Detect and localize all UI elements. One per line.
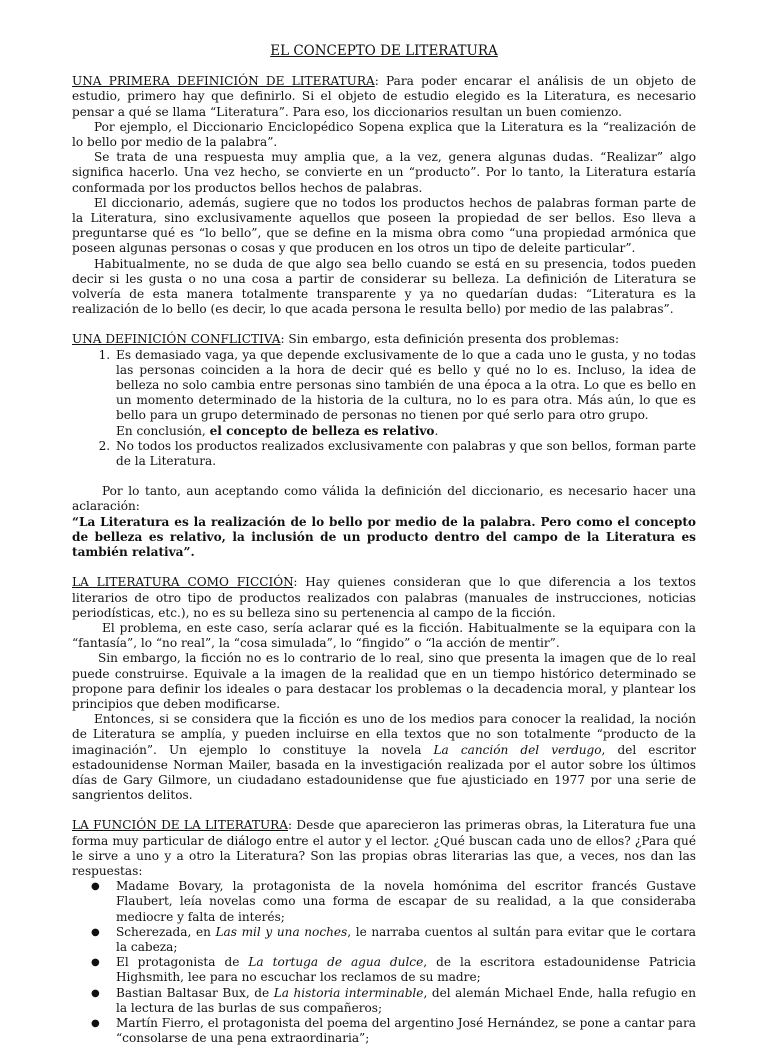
conclusion-text: En conclusión, [116, 423, 210, 438]
paragraph-text: : Sin embargo, esta definición presenta dos problemas: [280, 332, 620, 347]
paragraph: Por ejemplo, el Diccionario Enciclopédico Sopena explica que la Literatura es la “realización de lo bello por medio de la palabra”. [72, 119, 696, 150]
paragraph-text: Entonces, si se considera que la ficción es uno de los medios para conocer la realidad, la noción de Literatura se amplía, y pueden incluirse en ella textos que no son totalmente “producto de la imaginación”. Un ejemplo lo constituye la novela [72, 712, 696, 757]
list-item-text: Scherezada, en [116, 924, 216, 939]
paragraph [72, 332, 696, 347]
paragraph: Se trata de una respuesta muy amplia que, a la vez, genera algunas dudas. “Realizar” algo significa hacerlo. Una vez hecho, se convierte en un “producto”. Por lo tanto, la Literatura estaría conformada por los productos bellos hechos de palabras. [72, 150, 696, 195]
bullet-icon: ● [91, 881, 100, 893]
conclusion-suffix: . [434, 423, 439, 438]
section-heading: UNA PRIMERA DEFINICIÓN DE LITERATURA [72, 74, 375, 89]
bullet-icon: ● [91, 926, 100, 938]
list-item-text: Madame Bovary, la protagonista de la novela homónima del escritor francés Gustave Flaubert, leía novelas como una forma de escapar de su realidad, a la que consideraba mediocre y falta de interés; [116, 879, 696, 924]
section-heading: UNA DEFINICIÓN CONFLICTIVA [72, 332, 281, 347]
paragraph: Habitualmente, no se duda de que algo sea bello cuando se está en su presencia, todos pueden decir si les gusta o no una cosa a partir de considerar su belleza. La definición de Literatura se volvería de esta manera totalmente transparente y ya no quedarían dudas: “Literatura es la realización de lo bello (es decir, lo que acada persona le resulta bello) por medio de las palabras”. [72, 256, 696, 317]
paragraph-text: , del escritor estadounidense Norman Mailer, basada en la investigación realizada por el autor sobre los últimos días de Gary Gilmore, un ciudadano estadounidense que fue ajusticiado en 1977 por una serie de sangrientos delitos. [72, 742, 696, 803]
book-title: Las mil y una noches [215, 924, 348, 939]
list-item-text: Es demasiado vaga, ya que depende exclusivamente de lo que a cada uno le gusta, y no todas las personas coinciden a la hora de decir qué es bello y qué no lo es. Incluso, la idea de belleza no solo cambia entre personas sino también de una época a la otra. Lo que es bello en un momento determinado de la historia de la cultura, no lo es para otra. Más aún, lo que es bello para un grupo determinado de personas no tienen por qué serlo para otro grupo. [116, 347, 696, 423]
section-heading: LA LITERATURA COMO FICCIÓN [72, 575, 294, 590]
conclusion-bold: el concepto de belleza es relativo [209, 423, 435, 438]
list-item-text: , le narraba cuentos al sultán para evitar que le cortara la cabeza; [116, 924, 696, 954]
paragraph-text: : Desde que aparecieron las primeras obras, la Literatura fue una forma muy particular de diálogo entre el autor y el lector. ¿Qué buscan cada uno de ellos? ¿Para qué le sirve a uno y a otro la Literatura? Son las propias obras literarias las que, a veces, nos dan las respuestas: [72, 818, 696, 878]
paragraph: Por lo tanto, aun aceptando como válida la definición del diccionario, es necesario hacer una aclaración: [72, 484, 696, 514]
paragraph [72, 74, 696, 120]
bullet-icon: ● [91, 987, 100, 999]
list-item [91, 879, 696, 925]
book-title: La tortuga de agua dulce [248, 955, 424, 970]
list-item [91, 924, 696, 955]
paragraph-text: : Hay quienes consideran que lo que diferencia a los textos literarios de otro tipo de productos realizados con palabras (manuales de instrucciones, noticias periodísticas, etc.), no es su belleza sino su pertenencia al campo de la ficción. [72, 575, 696, 620]
bullet-icon: ● [91, 957, 100, 969]
list-item [91, 1015, 696, 1046]
list-item-text: , de la escritora estadounidense Patricia Highsmith, lee para no escuchar los reclamos de su madre; [116, 955, 697, 985]
list-item [91, 955, 697, 985]
list-item [114, 348, 696, 439]
paragraph: El diccionario, además, sugiere que no todos los productos hechos de palabras forman parte de la Literatura, sino exclusivamente aquellos que poseen la propiedad de ser bellos. Eso lleva a preguntarse qué es “lo bello”, que se define en la misma obra como “una propiedad armónica que poseen algunas personas o cosas y que producen en los otros un tipo de deleite particular”. [72, 195, 696, 256]
bold-quote: “La Literatura es la realización de lo bello por medio de la palabra. Pero como el concepto de belleza es relativo, la inclusión de un producto dentro del campo de la Literatura es también relativa”. [72, 514, 696, 560]
paragraph: El problema, en este caso, sería aclarar qué es la ficción. Habitualmente se la equipara con la “fantasía”, lo “no real”, la “cosa simulada”, lo “fingido” o “la acción de mentir”. [72, 620, 696, 651]
book-title: La canción del verdugo [433, 742, 602, 757]
paragraph: Sin embargo, la ficción no es lo contrario de lo real, sino que presenta la imagen que de lo real puede construirse. Equivale a la imagen de la realidad que en un tiempo histórico determinado se propone para definir los ideales o para destacar los problemas o la decadencia moral, y plantear los principios que deben modificarse. [72, 651, 696, 711]
list-item-text: No todos los productos realizados exclusivamente con palabras y que son bellos, forman parte de la Literatura. [116, 438, 696, 469]
bullet-icon: ● [91, 1017, 100, 1029]
conclusion-line [116, 424, 696, 439]
list-item-text: Bastian Baltasar Bux, de [116, 985, 274, 1000]
paragraph [72, 818, 696, 879]
list-item [91, 985, 696, 1016]
paragraph [72, 575, 696, 621]
list-item-text: , del alemán Michael Ende, halla refugio en la lectura de las burlas de sus compañeros; [116, 985, 696, 1015]
book-title: La historia interminable [273, 985, 424, 1000]
numbered-list [72, 348, 696, 470]
page-title: EL CONCEPTO DE LITERATURA [270, 43, 498, 59]
list-item-text: Martín Fierro, el protagonista del poema del argentino José Hernández, se pone a cantar para “consolarse de una pena extraordinaria”; [116, 1015, 696, 1046]
paragraph [72, 712, 696, 803]
paragraph-text: : Para poder encarar el análisis de un objeto de estudio, primero hay que definirlo. Si el objeto de estudio elegido es la Literatura, es necesario pensar a qué se llama “Literatura”. Para eso, los diccionarios resultan un buen comienzo. [72, 74, 696, 119]
list-item-text: El protagonista de [116, 955, 249, 970]
bullet-list [72, 879, 696, 1046]
list-item [114, 439, 696, 469]
section-heading: LA FUNCIÓN DE LA LITERATURA [72, 818, 288, 833]
